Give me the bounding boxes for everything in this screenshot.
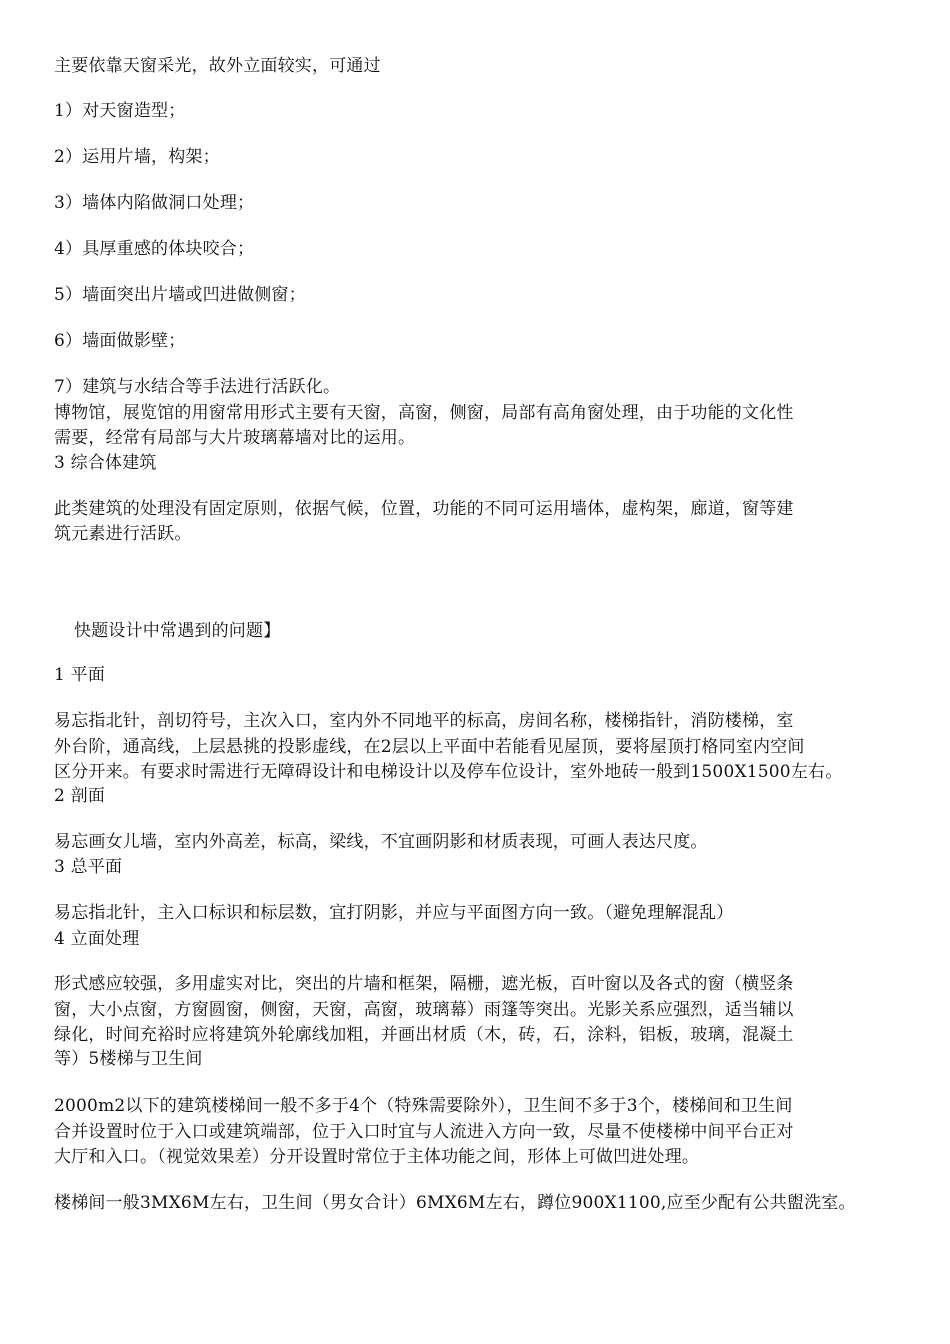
paragraph-complex-line-1: 此类建筑的处理没有固定原则，依据气候，位置，功能的不同可运用墙体，虚构架，廊道，窗等建 [54,499,794,519]
paragraph-stairs-line-3: 大厅和入口。（视觉效果差）分开设置时常位于主体功能之间，形体上可做凹进处理。 [54,1147,700,1167]
paragraph-dimensions: 楼梯间一般3MX6M左右，卫生间（男女合计）6MX6M左右，蹲位900X1100,应至少配有公共盥洗室。 [54,1193,856,1213]
paragraph-plan-line-3: 区分开来。有要求时需进行无障碍设计和电梯设计以及停车位设计，室外地砖一般到1500X1500左右。 [54,762,843,782]
list-item-2: 2）运用片墙，构架； [54,147,220,167]
list-item-6: 6）墙面做影壁； [54,331,186,351]
list-item-3: 3）墙体内陷做洞口处理； [54,193,255,213]
section-heading-elevation: 4 立面处理 [54,929,140,949]
section-heading-section: 2 剖面 [54,786,106,806]
paragraph-museum-line-1: 博物馆，展览馆的用窗常用形式主要有天窗，高窗，侧窗，局部有高角窗处理，由于功能的文化性 [54,403,794,423]
paragraph-elevation-line-2: 窗，大小点窗，方窗圆窗，侧窗，天窗，高窗，玻璃幕）雨篷等突出。光影关系应强烈，适当辅以 [54,1000,794,1020]
list-item-1: 1）对天窗造型； [54,101,186,121]
list-item-4: 4）具厚重感的体块咬合； [54,239,255,259]
list-item-7: 7）建筑与水结合等手法进行活跃化。 [54,377,341,397]
paragraph-plan-line-2: 外台阶，通高线，上层悬挑的投影虚线，在2层以上平面中若能看见屋顶，要将屋顶打格同室内空间 [54,737,805,757]
paragraph-stairs-line-1: 2000m2以下的建筑楼梯间一般不多于4个（特殊需要除外），卫生间不多于3个，楼梯间和卫生间 [54,1096,793,1116]
section-title-problems: 快题设计中常遇到的问题】 [74,621,281,641]
paragraph-complex-line-2: 筑元素进行活跃。 [54,524,192,544]
section-heading-complex: 3 综合体建筑 [54,453,157,473]
paragraph-stairs-line-2: 合并设置时位于入口或建筑端部，位于入口时宜与人流进入方向一致，尽量不使楼梯中间平台正对 [54,1122,794,1142]
paragraph-site-plan: 易忘指北针，主入口标识和标层数，宜打阴影，并应与平面图方向一致。（避免理解混乱） [54,903,734,923]
section-heading-plan: 1 平面 [54,665,106,685]
paragraph-museum-line-2: 需要，经常有局部与大片玻璃幕墙对比的运用。 [54,428,416,448]
list-item-5: 5）墙面突出片墙或凹进做侧窗； [54,285,306,305]
paragraph-elevation-line-1: 形式感应较强，多用虚实对比，突出的片墙和框架，隔栅，遮光板，百叶窗以及各式的窗（横竖条 [54,974,794,994]
paragraph-plan-line-1: 易忘指北针，剖切符号，主次入口，室内外不同地平的标高，房间名称，楼梯指针，消防楼梯，室 [54,711,794,731]
text-line-facade-intro: 主要依靠天窗采光，故外立面较实，可通过 [54,56,381,76]
paragraph-elevation-line-3: 绿化，时间充裕时应将建筑外轮廓线加粗，并画出材质（木，砖，石，涂料，铝板，玻璃，混凝土 [54,1025,794,1045]
paragraph-elevation-line-4: 等）5楼梯与卫生间 [54,1049,203,1069]
paragraph-section: 易忘画女儿墙，室内外高差，标高，梁线，不宜画阴影和材质表现，可画人表达尺度。 [54,832,708,852]
section-heading-site-plan: 3 总平面 [54,857,123,877]
